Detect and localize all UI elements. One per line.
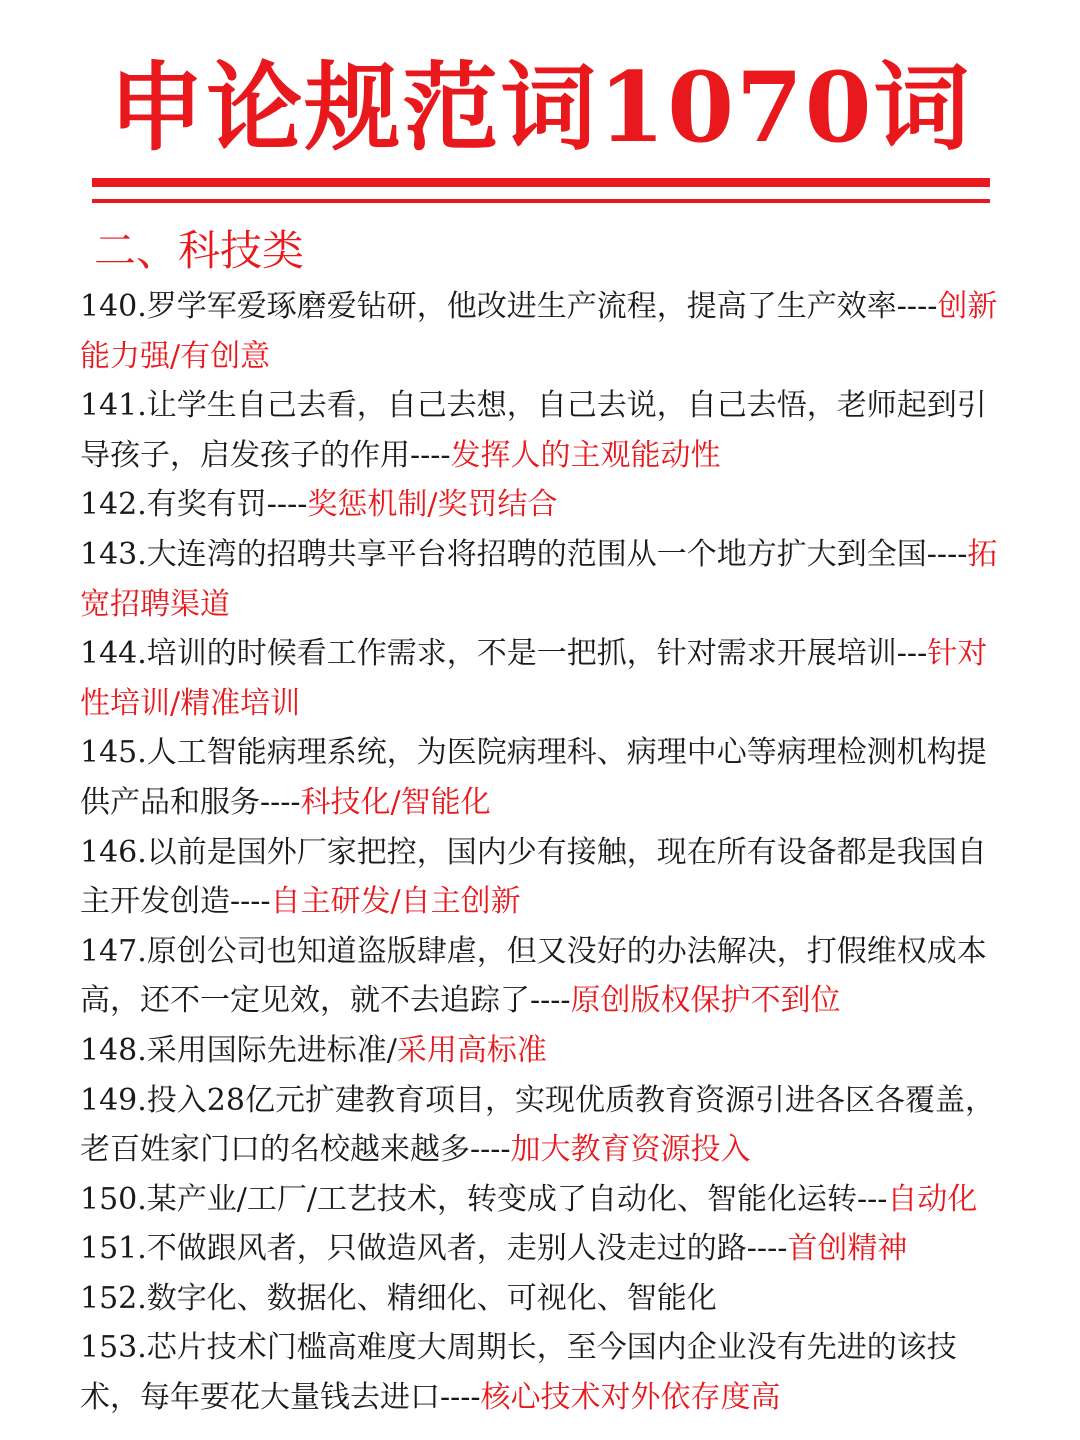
item-list	[80, 282, 1015, 1423]
item-answer: 奖惩机制/奖罚结合	[307, 487, 558, 523]
item-text: 146.以前是国外厂家把控，国内少有接触，现在所有设备都是我国自主开发创造----	[80, 834, 987, 920]
list-item	[80, 828, 1015, 927]
list-item	[80, 629, 1015, 728]
item-text: 142.有奖有罚----	[80, 487, 308, 523]
list-item	[80, 1323, 1015, 1422]
list-item	[80, 1224, 1015, 1274]
list-item	[80, 728, 1015, 827]
section-heading: 二、科技类	[94, 226, 305, 275]
item-text: 152.数字化、数据化、精细化、可视化、智能化	[80, 1280, 717, 1316]
list-item	[80, 927, 1015, 1026]
item-text: 153.芯片技术门槛高难度大周期长，至今国内企业没有先进的该技术，每年要花大量钱去进口----	[80, 1330, 957, 1416]
item-text: 150.某产业/工厂/工艺技术，转变成了自动化、智能化运转---	[80, 1181, 888, 1217]
item-text: 151.不做跟风者，只做造风者，走别人没走过的路----	[80, 1231, 788, 1267]
item-text: 140.罗学军爱琢磨爱钻研，他改进生产流程，提高了生产效率----	[80, 289, 938, 324]
item-text: 147.原创公司也知道盗版肆虐，但又没好的办法解决，打假维权成本高，还不一定见效，就不去追踪了----	[80, 933, 987, 1019]
list-item	[80, 1026, 1015, 1076]
item-answer: 自动化	[887, 1181, 978, 1217]
item-answer: 针对性培训/精准培训	[80, 636, 988, 721]
title-divider-thick	[92, 178, 990, 187]
item-answer: 首创精神	[787, 1231, 908, 1267]
list-item	[80, 282, 1015, 381]
item-answer: 发挥人的主观能动性	[450, 437, 721, 473]
list-item	[80, 1076, 1015, 1175]
item-answer: 原创版权保护不到位	[570, 983, 841, 1019]
item-text: 145.人工智能病理系统，为医院病理科、病理中心等病理检测机构提供产品和服务----	[80, 735, 987, 820]
item-text: 143.大连湾的招聘共享平台将招聘的范围从一个地方扩大到全国----	[80, 536, 968, 572]
list-item	[80, 480, 1015, 530]
item-answer: 创新能力强/有创意	[80, 289, 998, 374]
item-answer: 加大教育资源投入	[510, 1132, 751, 1168]
page-title: 申论规范词1070词	[108, 51, 972, 164]
item-answer: 采用高标准	[396, 1032, 547, 1068]
item-text: 141.让学生自己去看，自己去想，自己去说，自己去悟，老师起到引导孩子，启发孩子的作用----	[80, 388, 987, 473]
list-item	[80, 381, 1015, 480]
item-text: 149.投入28亿元扩建教育项目，实现优质教育资源引进各区各覆盖，老百姓家门口的名校越来越多----	[80, 1082, 995, 1168]
item-answer: 核心技术对外依存度高	[480, 1380, 781, 1416]
item-answer: 拓宽招聘渠道	[80, 536, 998, 622]
item-answer: 科技化/智能化	[300, 784, 491, 820]
item-text: 148.采用国际先进标准/	[80, 1032, 397, 1068]
list-item	[80, 1274, 1015, 1324]
list-item	[80, 1175, 1015, 1225]
item-text: 144.培训的时候看工作需求，不是一把抓，针对需求开展培训---	[80, 636, 928, 672]
title-divider-thin	[92, 199, 990, 203]
item-answer: 自主研发/自主创新	[270, 884, 521, 920]
list-item	[80, 530, 1015, 629]
